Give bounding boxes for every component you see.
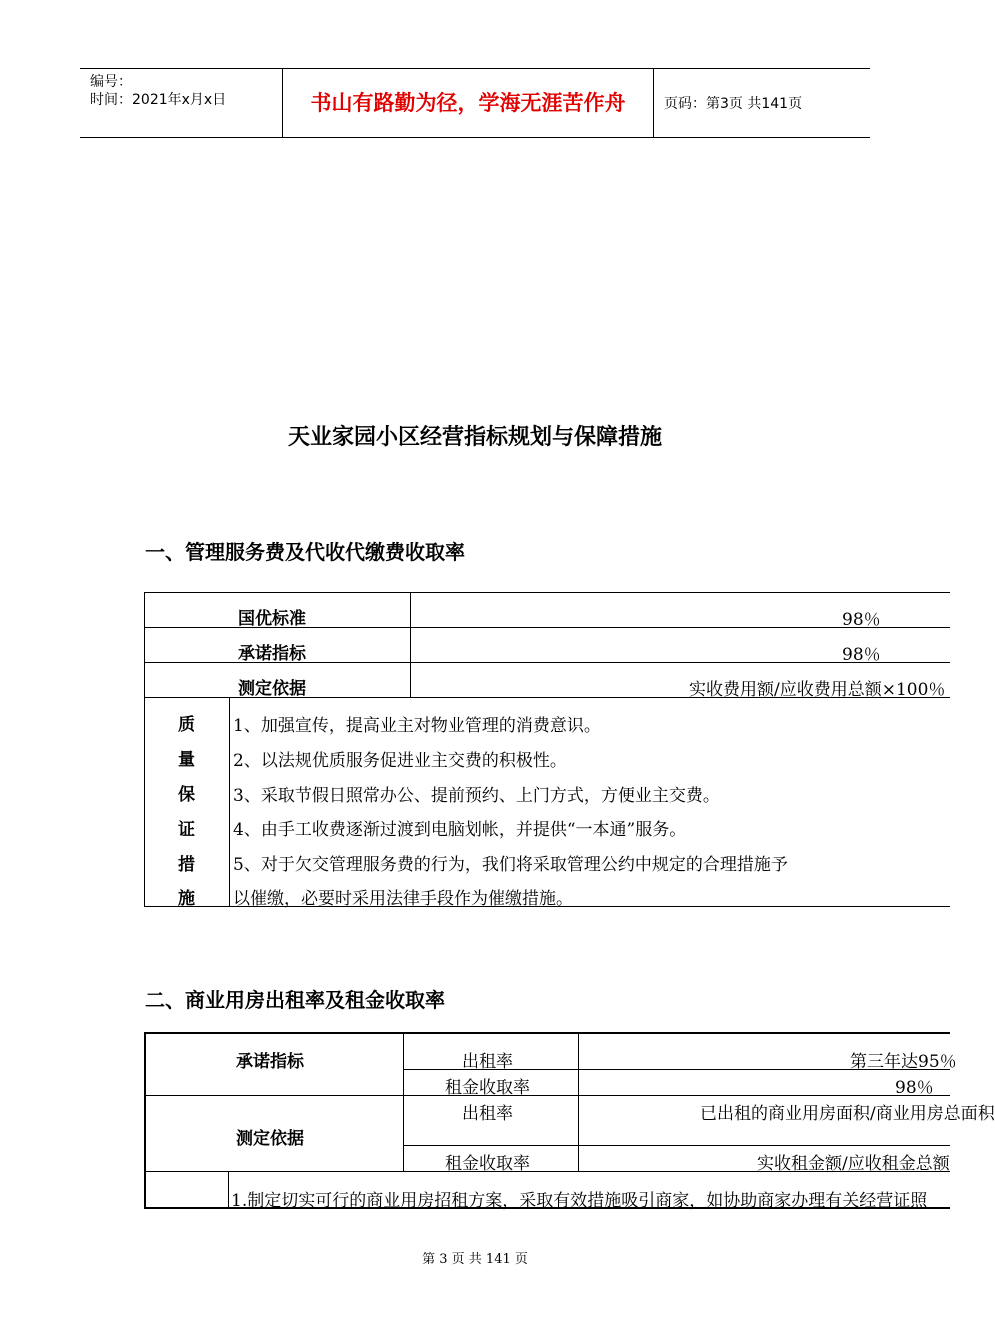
section2-heading: 二、商业用房出租率及租金收取率 (145, 988, 445, 1012)
s2-measure-line: 1.制定切实可行的商业用房招租方案，采取有效措施吸引商家，如协助商家办理有关经营证照 (231, 1191, 928, 1211)
measures-side-char: 措 (178, 855, 195, 875)
measures-side-char: 保 (178, 785, 195, 805)
s2-value: 98％ (895, 1078, 934, 1098)
s2-item: 出租率 (462, 1052, 513, 1072)
measures-side-char: 施 (178, 889, 195, 909)
measure-line: 以催缴，必要时采用法律手段作为催缴措施。 (233, 889, 573, 909)
header-meta (80, 69, 283, 137)
s1-row-value: 实收费用额/应收费用总额×100％ (689, 680, 946, 700)
s2-value: 第三年达95％ (850, 1052, 957, 1072)
s2-value: 实收租金额/应收租金总额 (757, 1154, 950, 1174)
s2-item: 租金收取率 (445, 1078, 530, 1098)
header-page-cell (654, 69, 870, 137)
measure-line: 5、对于欠交管理服务费的行为，我们将采取管理公约中规定的合理措施予 (233, 855, 788, 875)
time-label: 时间：2021年x月x日 (90, 92, 227, 108)
s1-row-value: 98％ (842, 645, 881, 665)
page-header (80, 68, 870, 138)
s2-item: 租金收取率 (445, 1154, 530, 1174)
s2-value: 已出租的商业用房面积/商业用房总面积 (700, 1104, 995, 1124)
measures-side-char: 量 (178, 750, 195, 770)
s2-item: 出租率 (462, 1104, 513, 1124)
page-label: 页码：第3页 共141页 (664, 96, 803, 112)
serial-label: 编号： (90, 74, 132, 90)
s2-commit-label: 承诺指标 (236, 1052, 304, 1072)
s1-row-label: 国优标准 (238, 609, 306, 629)
page-footer: 第 3 页 共 141 页 (422, 1252, 528, 1267)
s1-row-value: 98％ (842, 610, 881, 630)
s1-row-label: 测定依据 (238, 679, 306, 699)
measure-line: 2、以法规优质服务促进业主交费的积极性。 (233, 751, 567, 771)
header-motto-cell (283, 69, 654, 137)
s1-row-label: 承诺指标 (238, 644, 306, 664)
measures-side-char: 质 (178, 715, 195, 735)
s2-basis-label: 测定依据 (236, 1129, 304, 1149)
document-title: 天业家园小区经营指标规划与保障措施 (287, 425, 662, 450)
measure-line: 3、采取节假日照常办公、提前预约、上门方式，方便业主交费。 (233, 786, 720, 806)
motto: 书山有路勤为径，学海无涯苦作舟 (310, 91, 626, 115)
measure-line: 4、由手工收费逐渐过渡到电脑划帐，并提供“一本通”服务。 (233, 820, 687, 840)
measures-side-char: 证 (178, 820, 195, 840)
section1-heading: 一、管理服务费及代收代缴费收取率 (145, 540, 465, 564)
measure-line: 1、加强宣传，提高业主对物业管理的消费意识。 (233, 716, 601, 736)
